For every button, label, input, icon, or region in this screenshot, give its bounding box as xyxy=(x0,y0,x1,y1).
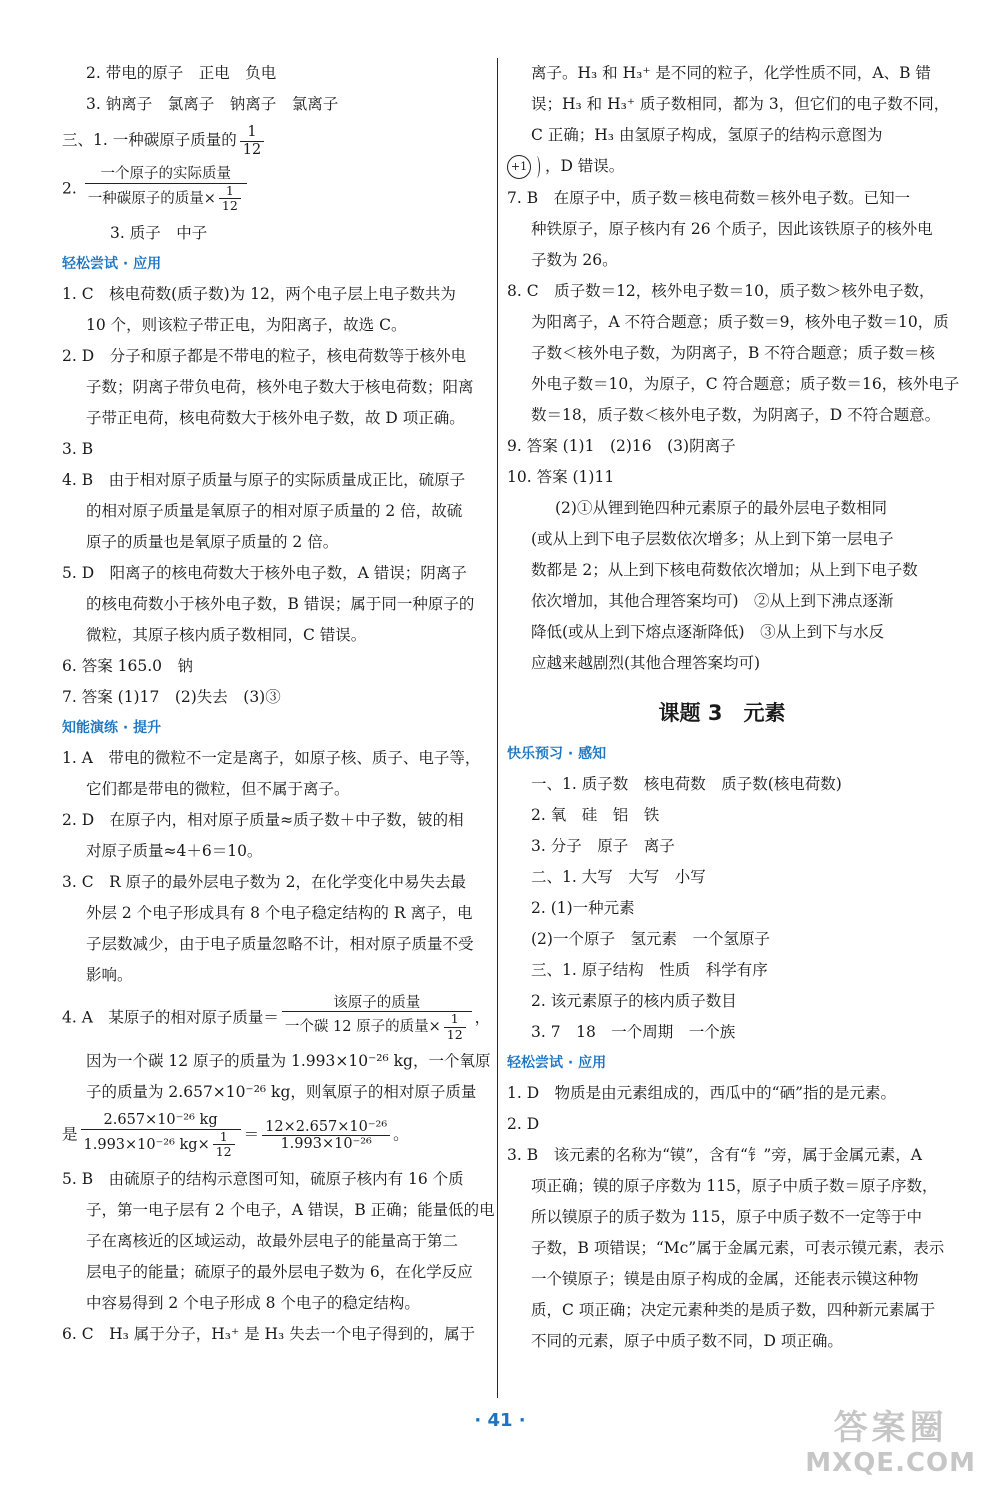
answer-line: 2. 带电的原子 正电 负电 xyxy=(86,64,277,82)
answer-line: (2)一个原子 氢元素 一个氢原子 xyxy=(531,930,770,948)
answer-line: 子的质量为 2.657×10⁻²⁶ kg，则氧原子的相对原子质量 xyxy=(86,1083,477,1102)
formula-line: 4. A 某原子的相对原子质量＝ 该原子的质量 一个碳 12 原子的质量× $\frac{1}{12}$ ， xyxy=(62,994,491,1042)
answer-line: 10. 答案 (1)11 xyxy=(507,468,615,486)
answer-line: 外电子数＝10，为原子，C 符合题意；质子数＝16，核外电子 xyxy=(531,375,960,393)
answer-line: 数＝18，质子数＜核外电子数，为阴离子，D 不符合题意。 xyxy=(531,406,941,424)
answer-line: 2. (1)一种元素 xyxy=(531,899,635,917)
left-column xyxy=(62,58,495,1350)
answer-line: 原子的质量也是氧原子质量的 2 倍。 xyxy=(86,532,339,551)
formula-text: 三、1. 一种碳原子质量的 xyxy=(62,131,237,150)
answer-line: 外层 2 个电子形成具有 8 个电子稳定结构的 R 离子，电 xyxy=(86,903,473,922)
answer-line: 6. 答案 165.0 钠 xyxy=(62,656,194,675)
atom-diagram-line: +1 ，D 错误。 xyxy=(507,151,937,183)
answer-line: 3. 质子 中子 xyxy=(110,223,208,242)
answer-line: 项正确；镆的原子序数为 115，原子中质子数＝原子序数， xyxy=(531,1177,938,1195)
answer-line: 子带正电荷，核电荷数大于核外电子数，故 D 项正确。 xyxy=(86,408,465,427)
answer-line: 一个镆原子；镆是由原子构成的金属，还能表示镆这种物 xyxy=(531,1270,919,1288)
section-heading: 轻松尝试 · 应用 xyxy=(507,1055,607,1071)
answer-line: 4. B 由于相对原子质量与原子的实际质量成正比，硫原子 xyxy=(62,470,466,489)
answer-line: 影响。 xyxy=(86,965,133,984)
answer-line: 子，第一电子层有 2 个电子，A 错误，B 正确；能量低的电 xyxy=(86,1200,495,1219)
formula-line xyxy=(62,162,487,217)
answer-line: C 正确；H₃ 由氢原子构成，氢原子的结构示意图为 xyxy=(531,126,883,144)
answer-line: 子数；阴离子带负电荷，核外电子数大于核电荷数；阳离 xyxy=(86,377,474,396)
watermark-logo: 答案圈 MXQE.COM xyxy=(805,1408,976,1478)
item-number: 2. xyxy=(62,180,77,199)
answer-line: 误；H₃ 和 H₃⁺ 质子数相同，都为 3，但它们的电子数不同， xyxy=(531,95,950,113)
relative-atomic-mass-formula: 该原子的质量 一个碳 12 原子的质量× $\frac{1}{12}$ xyxy=(282,995,472,1042)
formula-line xyxy=(62,120,487,162)
answer-line: 3. C R 原子的最外层电子数为 2，在化学变化中易失去最 xyxy=(62,872,466,891)
answer-line: (2)①从锂到铯四种元素原子的最外层电子数相同 xyxy=(555,499,887,517)
answer-line: 1. A 带电的微粒不一定是离子，如原子核、质子、电子等， xyxy=(62,748,481,767)
answer-line: 应越来越剧烈(其他合理答案均可) xyxy=(531,654,761,672)
answer-line: 子数，B 项错误；“Mc”属于金属元素，可表示镆元素，表示 xyxy=(531,1239,945,1257)
answer-line: 质，C 项正确；决定元素种类的是质子数，四种新元素属于 xyxy=(531,1301,936,1319)
relative-atomic-mass-formula: 一个原子的实际质量 一种碳原子的质量× $\frac{1}{12}$ xyxy=(85,166,247,213)
answer-line: 为阳离子，A 不符合题意；质子数＝9，核外电子数＝10，质 xyxy=(531,313,949,331)
answer-line: 一、1. 质子数 核电荷数 质子数(核电荷数) xyxy=(531,775,842,793)
answer-line: 子数为 26。 xyxy=(531,251,618,269)
answer-line: 三、1. 原子结构 性质 科学有序 xyxy=(531,961,768,979)
answer-line: 1. D 物质是由元素组成的，西瓜中的“硒”指的是元素。 xyxy=(507,1084,896,1102)
section-heading: 轻松尝试 · 应用 xyxy=(62,255,162,272)
answer-line: 离子。H₃ 和 H₃⁺ 是不同的粒子，化学性质不同，A、B 错 xyxy=(531,64,931,82)
hydrogen-atom-structure-icon: +1 xyxy=(507,155,540,179)
answer-line: 3. 7 18 一个周期 一个族 xyxy=(531,1023,736,1041)
answer-line: 2. D 在原子内，相对原子质量≈质子数＋中子数，铍的相 xyxy=(62,810,464,829)
answer-line: 不同的元素，原子中质子数不同，D 项正确。 xyxy=(531,1332,843,1350)
answer-line: 所以镆原子的质子数为 115，原子中质子数不一定等于中 xyxy=(531,1208,923,1226)
section-heading: 知能演练 · 提升 xyxy=(62,719,162,736)
page-number: · 41 · xyxy=(474,1410,526,1431)
answer-line: 5. B 由硫原子的结构示意图可知，硫原子核内有 16 个质 xyxy=(62,1169,464,1188)
answer-line: 7. 答案 (1)17 (2)失去 (3)③ xyxy=(62,687,281,706)
fraction-one-twelfth: $\frac{1}{12}$ xyxy=(240,124,264,158)
formula-line: 是 2.657×10⁻²⁶ kg 1.993×10⁻²⁶ kg× $\frac{1}{12}$ ＝ $\frac{\text{12×2.657×10⁻²⁶}}{\text{1.993×10⁻²⁶}}$ 。 xyxy=(62,1112,409,1160)
column-divider xyxy=(497,58,498,1398)
fraction-one-twelfth: $\frac{1}{12}$ xyxy=(213,1130,235,1160)
fraction-one-twelfth: $\frac{1}{12}$ xyxy=(444,1012,466,1042)
answer-line: 5. D 阳离子的核电荷数大于核外电子数，A 错误；阴离子 xyxy=(62,563,467,582)
answer-line: 3. 钠离子 氯离子 钠离子 氯离子 xyxy=(86,95,339,113)
answer-line: 它们都是带电的微粒，但不属于离子。 xyxy=(86,779,350,798)
answer-line: 数都是 2；从上到下核电荷数依次增加；从上到下电子数 xyxy=(531,561,918,579)
answer-line: 子层数减少，由于电子质量忽略不计，相对原子质量不受 xyxy=(86,934,474,953)
answer-line: 8. C 质子数＝12，核外电子数＝10，质子数＞核外电子数， xyxy=(507,282,935,300)
answer-line: 种铁原子，原子核内有 26 个质子，因此该铁原子的核外电 xyxy=(531,220,933,238)
oxygen-mass-fraction-simplified: $\frac{\text{12×2.657×10⁻²⁶}}{\text{1.993×10⁻²⁶}}$ xyxy=(262,1119,390,1153)
answer-line: 的相对原子质量是氧原子的相对原子质量的 2 倍，故硫 xyxy=(86,501,463,520)
answer-line: 2. D 分子和原子都是不带电的粒子，核电荷数等于核外电 xyxy=(62,346,467,365)
answer-line: 层电子的能量；硫原子的最外层电子数为 6，在化学反应 xyxy=(86,1262,473,1281)
answer-line: 2. D xyxy=(507,1115,540,1133)
answer-line: 二、1. 大写 大写 小写 xyxy=(531,868,706,886)
answer-line: 6. C H₃ 属于分子，H₃⁺ 是 H₃ 失去一个电子得到的，属于 xyxy=(62,1324,476,1343)
answer-line: 降低(或从上到下熔点逐渐降低) ③从上到下与水反 xyxy=(531,623,885,641)
answer-line: 7. B 在原子中，质子数＝核电荷数＝核外电子数。已知一 xyxy=(507,189,911,207)
answer-line: 对原子质量≈4＋6＝10。 xyxy=(86,841,263,860)
answer-line: 3. B 该元素的名称为“镆”，含有“钅”旁，属于金属元素，A xyxy=(507,1146,922,1164)
answer-line: 1. C 核电荷数(质子数)为 12，两个电子层上电子数共为 xyxy=(62,284,456,303)
oxygen-mass-fraction: 2.657×10⁻²⁶ kg 1.993×10⁻²⁶ kg× $\frac{1}{12}$ xyxy=(81,1112,241,1159)
answer-line: 2. 氧 硅 铝 铁 xyxy=(531,806,660,824)
right-column xyxy=(507,58,960,1357)
answer-line: 因为一个碳 12 原子的质量为 1.993×10⁻²⁶ kg，一个氧原 xyxy=(86,1052,491,1071)
answer-line: 子数＜核外电子数，为阴离子，B 不符合题意；质子数＝核 xyxy=(531,344,935,362)
answer-line: 2. 该元素原子的核内质子数目 xyxy=(531,992,737,1010)
answer-line: 9. 答案 (1)1 (2)16 (3)阴离子 xyxy=(507,437,736,455)
answer-line: 子在离核近的区域运动，故最外层电子的能量高于第二 xyxy=(86,1231,459,1250)
answer-line: 3. B xyxy=(62,439,94,458)
answer-line: 3. 分子 原子 离子 xyxy=(531,837,675,855)
answer-line: 中容易得到 2 个电子形成 8 个电子的稳定结构。 xyxy=(86,1293,420,1312)
answer-line: 的核电荷数小于核外电子数，B 错误；属于同一种原子的 xyxy=(86,594,475,613)
answer-line: 10 个，则该粒子带正电，为阳离子，故选 C。 xyxy=(86,315,407,334)
answer-line: 微粒，其原子核内质子数相同，C 错误。 xyxy=(86,625,367,644)
section-heading: 快乐预习 · 感知 xyxy=(507,746,607,762)
fraction-one-twelfth: $\frac{1}{12}$ xyxy=(219,184,241,214)
answer-line: 依次增加，其他合理答案均可) ②从上到下沸点逐渐 xyxy=(531,592,894,610)
lesson-title: 课题 3 元素 xyxy=(658,701,786,725)
answer-line: (或从上到下电子层数依次增多；从上到下第一层电子 xyxy=(531,530,894,548)
